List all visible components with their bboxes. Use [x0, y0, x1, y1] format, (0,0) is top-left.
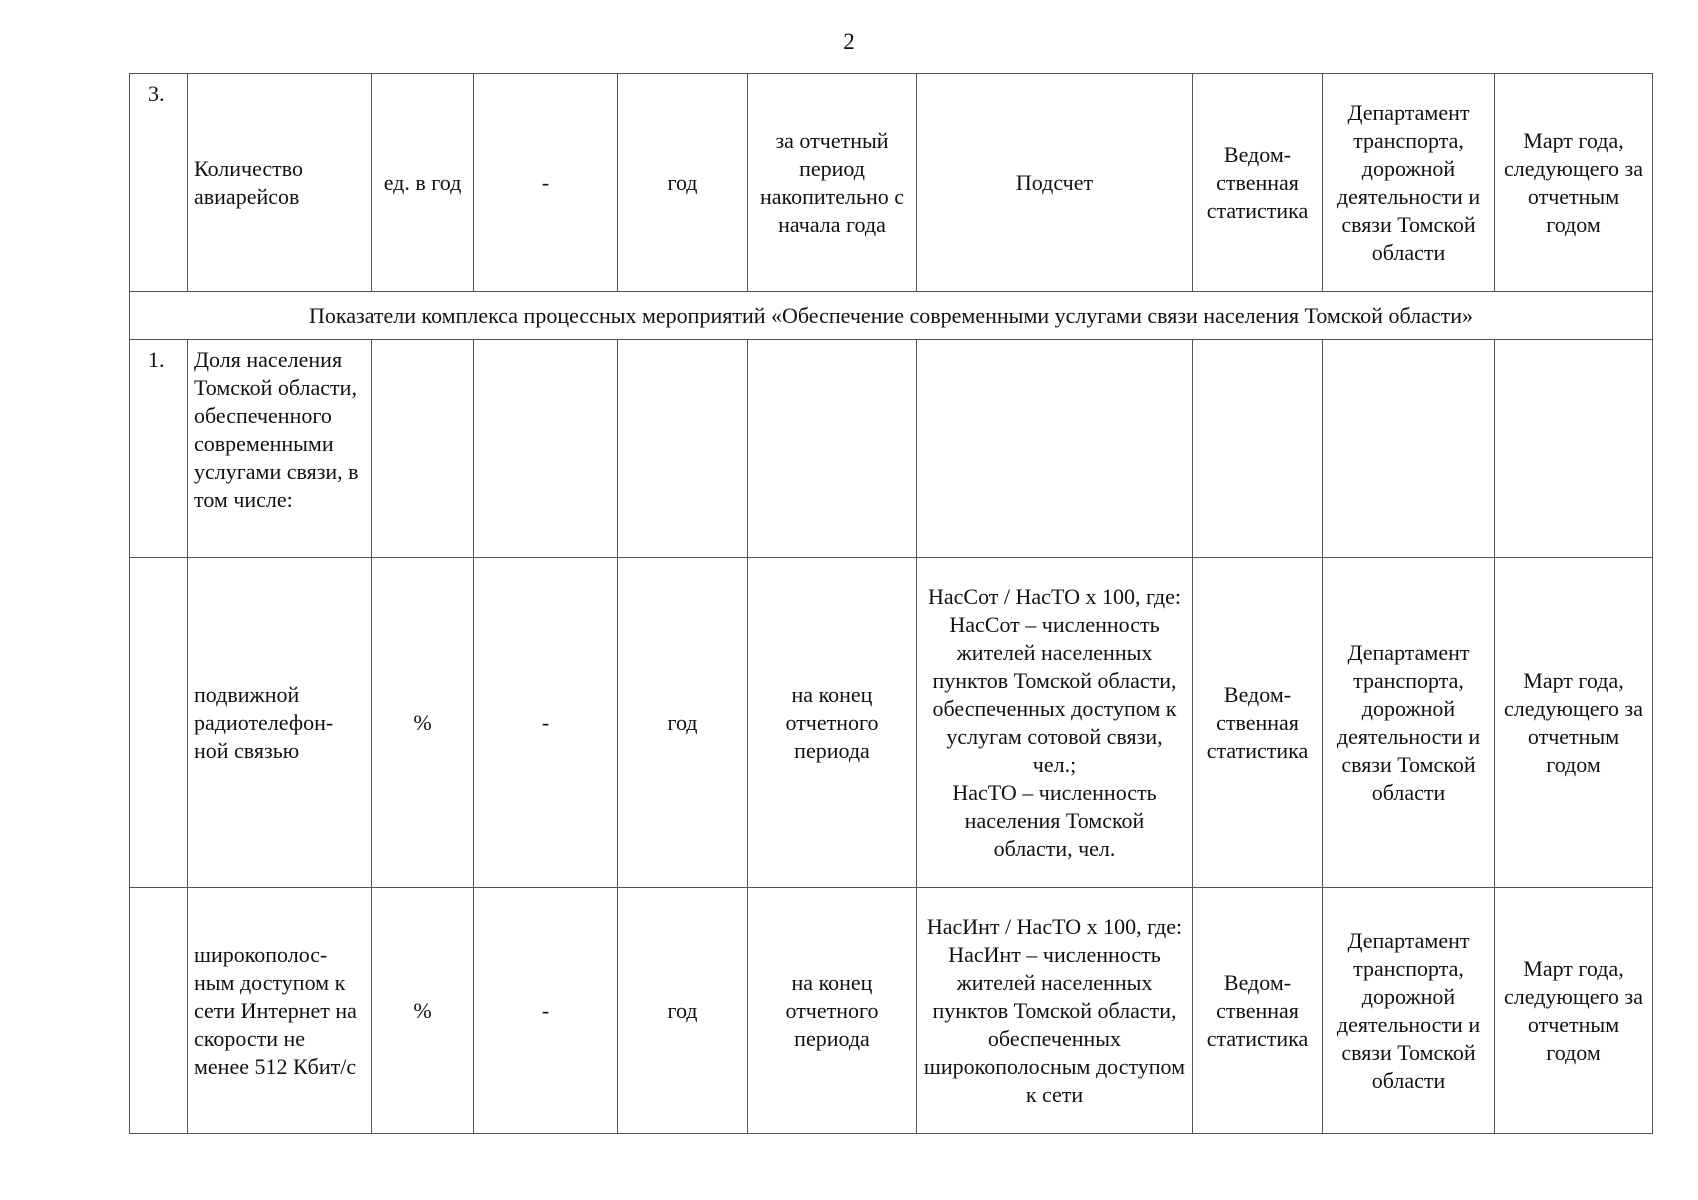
indicator-name-cell: Количество авиарейсов — [188, 74, 372, 292]
unit-cell: % — [372, 558, 474, 888]
row-number-cell — [130, 888, 188, 1134]
periodicity-cell: год — [618, 558, 748, 888]
data-source-cell: Ведом-ственная статистика — [1193, 558, 1323, 888]
responsible-cell — [1323, 340, 1495, 558]
calculation-method-cell: НасИнт / НасТО x 100, где: НасИнт – численность жителей населенных пунктов Томской области, обеспеченных широкополосным доступом к сети — [917, 888, 1193, 1134]
table-row-internet — [130, 888, 1653, 1134]
indicators-table — [129, 73, 1653, 1134]
calculation-method-cell — [917, 340, 1193, 558]
time-characteristic-cell: за отчетный период накопительно с начала года — [748, 74, 917, 292]
periodicity-cell — [618, 340, 748, 558]
responsible-cell: Департамент транспорта, дорожной деятельности и связи Томской области — [1323, 74, 1495, 292]
deadline-cell — [1495, 340, 1653, 558]
calculation-method-cell: Подсчет — [917, 74, 1193, 292]
deadline-cell: Март года, следующего за отчетным годом — [1495, 74, 1653, 292]
data-source-cell: Ведом-ственная статистика — [1193, 888, 1323, 1134]
deadline-cell: Март года, следующего за отчетным годом — [1495, 888, 1653, 1134]
data-source-cell: Ведом-ственная статистика — [1193, 74, 1323, 292]
column-3-cell — [474, 340, 618, 558]
column-3-cell: - — [474, 888, 618, 1134]
row-number-cell: 1. — [130, 340, 188, 558]
calculation-method-cell: НасСот / НасТО x 100, где: НасСот – численность жителей населенных пунктов Томской области, обеспеченных доступом к услугам сотовой связи, чел.; НасТО – численность населения Томской области, чел. — [917, 558, 1193, 888]
time-characteristic-cell — [748, 340, 917, 558]
unit-cell: ед. в год — [372, 74, 474, 292]
time-characteristic-cell: на конец отчетного периода — [748, 558, 917, 888]
indicator-name-cell: широкополос-ным доступом к сети Интернет на скорости не менее 512 Кбит/с — [188, 888, 372, 1134]
time-characteristic-cell: на конец отчетного периода — [748, 888, 917, 1134]
column-3-cell: - — [474, 558, 618, 888]
unit-cell — [372, 340, 474, 558]
deadline-cell: Март года, следующего за отчетным годом — [1495, 558, 1653, 888]
row-number-cell: 3. — [130, 74, 188, 292]
unit-cell: % — [372, 888, 474, 1134]
table-row-mobile — [130, 558, 1653, 888]
periodicity-cell: год — [618, 74, 748, 292]
data-source-cell — [1193, 340, 1323, 558]
periodicity-cell: год — [618, 888, 748, 1134]
responsible-cell: Департамент транспорта, дорожной деятельности и связи Томской области — [1323, 558, 1495, 888]
responsible-cell: Департамент транспорта, дорожной деятельности и связи Томской области — [1323, 888, 1495, 1134]
table-row-section-header — [130, 292, 1653, 340]
indicator-name-cell: подвижной радиотелефон-ной связью — [188, 558, 372, 888]
indicator-name-cell: Доля населения Томской области, обеспеченного современными услугами связи, в том числе: — [188, 340, 372, 558]
table-row-share — [130, 340, 1653, 558]
section-title: Показатели комплекса процессных мероприятий «Обеспечение современными услугами связи населения Томской области» — [130, 292, 1653, 340]
row-number-cell — [130, 558, 188, 888]
column-3-cell: - — [474, 74, 618, 292]
page-number: 2 — [843, 29, 855, 54]
table-row-flights — [130, 74, 1653, 292]
